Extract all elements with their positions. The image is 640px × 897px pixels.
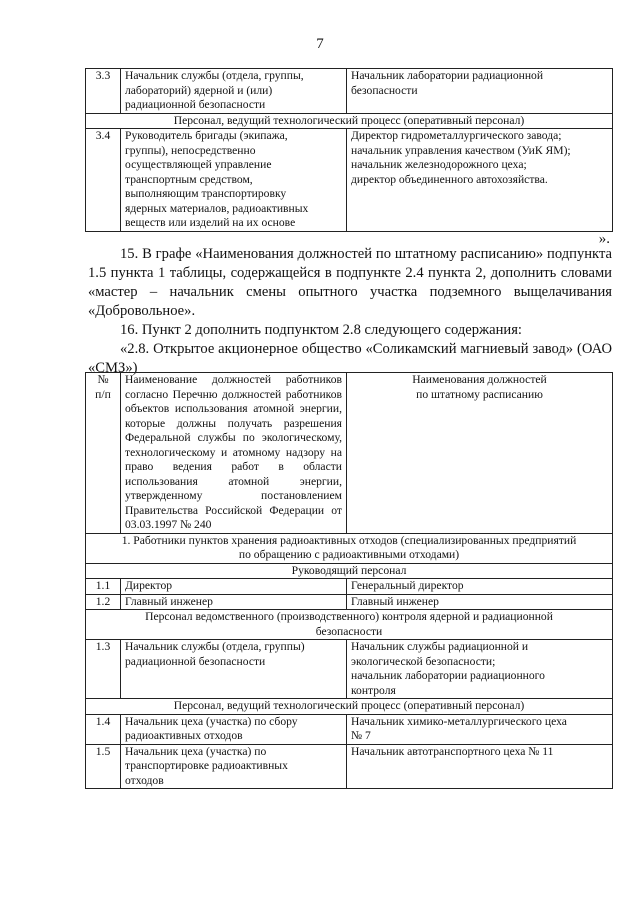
cell-line: Начальник службы (отдела, группы, [125,69,304,82]
cell-line: Генеральный директор [351,579,464,592]
cell-line: начальник железнодорожного цеха; [351,158,527,171]
row-number-cell: 3.3 [86,69,121,114]
section-heading-row [86,563,613,579]
cell-line: Персонал ведомственного (производственного) контроля ядерной и радиационной [145,610,553,623]
cell-line: Начальник службы радиационной и [351,640,529,653]
cell-line: № 7 [351,729,371,742]
paragraph-16: 16. Пункт 2 дополнить подпунктом 2.8 следующего содержания: [120,322,522,338]
header-staff-names-cell [347,373,613,534]
position-name-cell [121,69,347,114]
staff-position-cell [347,640,613,699]
cell-line: Начальник службы (отдела, группы) [125,640,305,653]
paragraph-15: 15. В графе «Наименования должностей по штатному расписанию» подпункта 1.5 пункта 1 таблицы, содержащейся в подпункте 2.4 пункта 2, дополнить словами «мастер – начальник смены опытного участка подземного выщелачивания «Добровольное». [88,246,612,319]
staff-position-cell [347,594,613,610]
closing-quote: ». [598,231,610,247]
table-row [86,594,613,610]
cell-line: экологической безопасности; [351,654,496,668]
cell-line: начальник управления качеством (УиК ЯМ); [351,143,571,157]
cell-line: 1. Работники пунктов хранения радиоактивных отходов (специализированных предприятий [121,533,577,547]
cell-line: по обращению с радиоактивными отходами) [238,548,460,561]
cell-line: Руководящий персонал [291,563,407,577]
page-number: 7 [316,36,324,52]
cell-line: контроля [351,683,396,697]
position-name-cell [121,744,347,789]
staff-position-cell [347,129,613,232]
position-name-cell [121,640,347,699]
position-name-cell [121,594,347,610]
section-heading-cell [86,563,613,579]
cell-line: директор объединенного автохозяйства. [351,172,548,186]
section-heading-row [86,533,613,563]
cell-line: лабораторий) ядерной и (или) [125,83,273,97]
cell-line: отходов [125,773,164,787]
position-name-cell [121,129,347,232]
cell-line: ядерных материалов, радиоактивных [125,201,309,215]
cell-line: группы), непосредственно [125,143,256,157]
cell-line: Главный инженер [351,594,439,608]
cell-line: Начальник лаборатории радиационной [351,69,544,82]
cell-line: Начальник цеха (участка) по [125,744,267,758]
header-staff-line: по штатному расписанию [416,387,543,401]
row-number-cell: 1.5 [86,744,121,789]
row-number-cell: 1.1 [86,579,121,595]
cell-line: радиационной безопасности [125,654,266,668]
smz-positions-table [85,372,613,789]
table-row [86,714,613,744]
section-heading-cell [86,533,613,563]
section-heading-row [86,113,613,129]
row-number-cell: 1.4 [86,714,121,744]
position-name-cell [121,579,347,595]
staff-position-cell [347,714,613,744]
table-row [86,69,613,114]
table-row [86,640,613,699]
section-heading-cell [86,610,613,640]
section-heading-cell: Персонал, ведущий технологический процесс (оперативный персонал) [86,113,613,129]
table-row [86,744,613,789]
cell-line: начальник лаборатории радиационного [351,669,545,682]
table-header-row [86,373,613,534]
section-heading-cell [86,699,613,715]
row-number-cell: 3.4 [86,129,121,232]
cell-line: Директор гидрометаллургического завода; [351,129,562,142]
staff-position-cell [347,744,613,789]
header-position-list-cell: Наименование должностей работников согласно Перечню должностей работников объектов использования атомной энергии, которые должны получать разрешения Федеральной службы по экологическому, технологическому и атомному надзору на право ведения работ в области использования атомной энергии, утвержденному постановлением Правительства Российской Федерации от 03.03.1997 № 240 [121,373,347,534]
cell-line: Руководитель бригады (экипажа, [125,129,288,142]
cell-line: осуществляющей управление [125,158,272,171]
cell-line: безопасности [351,83,418,97]
section-heading-row [86,610,613,640]
header-staff-line: Наименования должностей [412,373,547,386]
cell-line: Директор [125,579,173,592]
header-number-cell [86,373,121,534]
row-number-cell: 1.3 [86,640,121,699]
position-name-cell [121,714,347,744]
staff-position-cell [347,69,613,114]
cell-line: транспортным средством, [125,172,253,186]
cell-line: выполняющим транспортировку [125,187,287,200]
cell-line: Главный инженер [125,594,213,608]
cell-line: безопасности [315,624,383,638]
section-heading-row [86,699,613,715]
cell-line: Начальник химико-металлургического цеха [351,714,567,728]
cell-line: Персонал, ведущий технологический процесс (оперативный персонал) [173,699,525,712]
paragraph-2-8: «2.8. Открытое акционерное общество «Соликамский магниевый завод» (ОАО «СМЗ») [88,341,612,376]
cell-line: Начальник цеха (участка) по сбору [125,714,298,728]
header-number-line: п/п [95,387,111,401]
cell-line: Начальник автотранспортного цеха № 11 [351,744,554,758]
cell-line: транспортировке радиоактивных [125,759,288,772]
staff-position-cell [347,579,613,595]
cell-line: радиоактивных отходов [125,729,243,742]
cell-line: веществ или изделий на их основе [125,216,296,229]
header-number-line: № [97,373,109,386]
table-row [86,579,613,595]
cell-line: радиационной безопасности [125,98,266,111]
positions-table-continued [85,68,613,232]
table-row [86,129,613,232]
row-number-cell: 1.2 [86,594,121,610]
